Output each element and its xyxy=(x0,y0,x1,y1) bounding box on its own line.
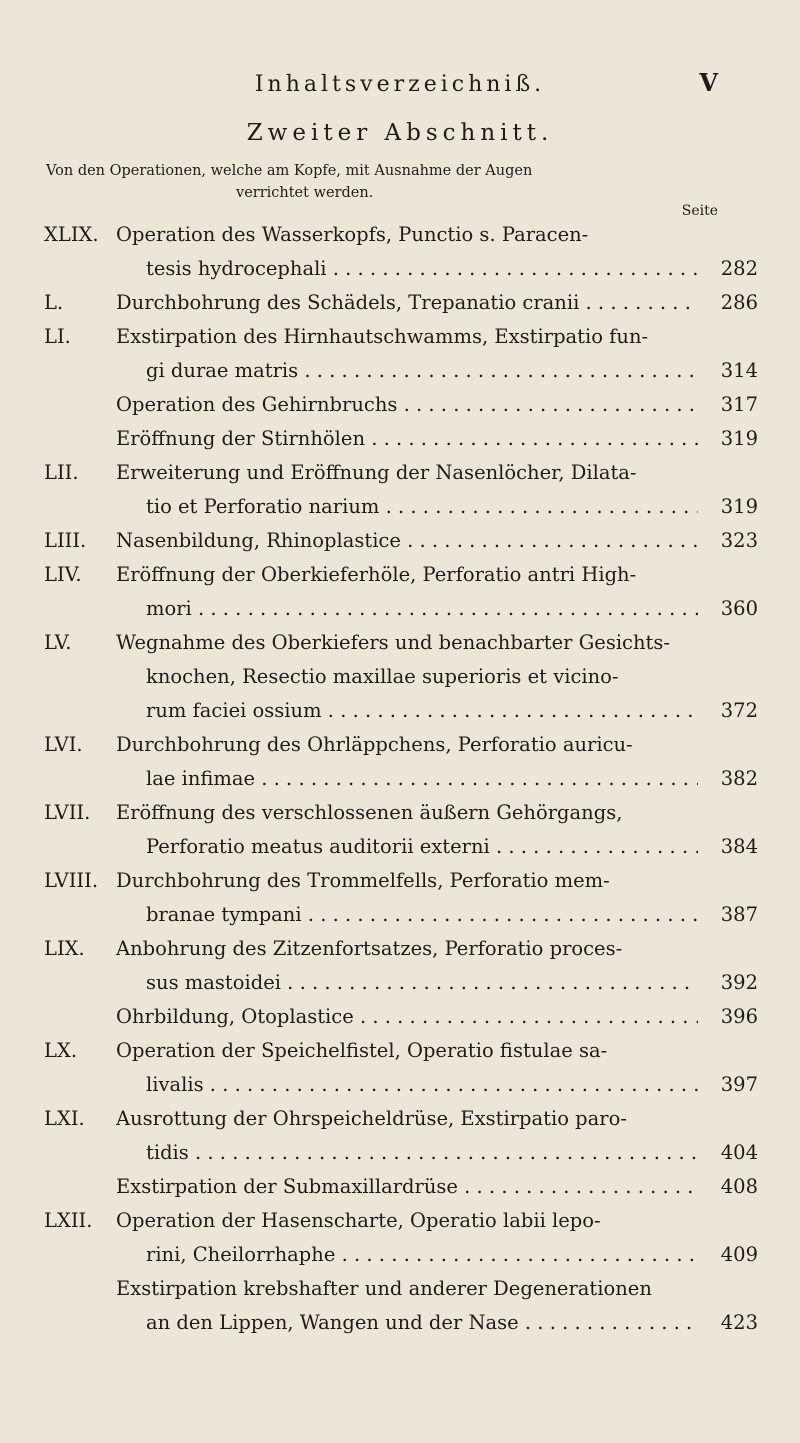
entry-title xyxy=(116,1000,698,1034)
entry-title-line: sus mastoidei . . . xyxy=(116,966,698,1000)
toc-entry xyxy=(44,286,758,320)
entry-number: LX. xyxy=(44,1039,78,1062)
entry-title-line: Operation des Wasserkopfs, Punctio s. Paracen- xyxy=(116,223,589,246)
page-numeral: V xyxy=(699,68,718,97)
entry-title-line: rini, Cheilorrhaphe . . . xyxy=(116,1238,698,1272)
entry-title-line: Durchbohrung des Trommelfells, Perforatio mem- xyxy=(116,869,610,892)
section-intro xyxy=(46,160,756,204)
entry-page-number: 382 xyxy=(720,767,758,790)
entry-number: LV. xyxy=(44,631,72,654)
entry-number: L. xyxy=(44,291,64,314)
entry-page-number: 317 xyxy=(720,393,758,416)
entry-page-number: 372 xyxy=(720,699,758,722)
toc-entry xyxy=(44,1034,758,1102)
entry-title-line: Wegnahme des Oberkiefers und benachbarter Gesichts- xyxy=(116,631,670,654)
entry-title-line: Exstirpation des Hirnhautschwamms, Exstirpatio fun- xyxy=(116,325,649,348)
entry-title-line: tio et Perforatio narium . . . xyxy=(116,490,698,524)
entry-title xyxy=(116,1272,698,1340)
toc-entry xyxy=(44,456,758,524)
toc-entry xyxy=(44,728,758,796)
entry-title-line: Exstirpation krebshafter und anderer Degenerationen xyxy=(116,1277,652,1300)
toc-entry xyxy=(44,524,758,558)
toc-entry xyxy=(44,796,758,864)
entry-title xyxy=(116,456,698,524)
entry-number: LXI. xyxy=(44,1107,85,1130)
toc-entry xyxy=(44,626,758,728)
toc-entry xyxy=(44,558,758,626)
entry-title xyxy=(116,1034,698,1102)
toc-entry xyxy=(44,1000,758,1034)
toc-entry xyxy=(44,1102,758,1170)
entry-title xyxy=(116,422,698,456)
section-title: Zweiter Abschnitt. xyxy=(246,120,554,146)
toc-entries xyxy=(44,218,758,1340)
intro-line: Von den Operationen, welche am Kopfe, mit Ausnahme der Augen xyxy=(46,163,533,179)
entry-title xyxy=(116,558,698,626)
entry-page-number: 408 xyxy=(720,1175,758,1198)
entry-title xyxy=(116,864,698,932)
intro-line: verrichtet werden. xyxy=(236,185,374,201)
toc-entry xyxy=(44,218,758,286)
entry-page-number: 319 xyxy=(720,427,758,450)
entry-number: LVI. xyxy=(44,733,83,756)
entry-page-number: 387 xyxy=(720,903,758,926)
entry-title xyxy=(116,728,698,796)
entry-title-line: Ohrbildung, Otoplastice . . . xyxy=(116,1000,698,1034)
entry-title-line: rum faciei ossium . . . xyxy=(116,694,698,728)
entry-title-line: Eröffnung der Oberkieferhöle, Perforatio antri High- xyxy=(116,563,637,586)
entry-title-line: branae tympani . . . xyxy=(116,898,698,932)
entry-title xyxy=(116,218,698,286)
entry-page-number: 423 xyxy=(720,1311,758,1334)
entry-title-line: gi durae matris . . . xyxy=(116,354,698,388)
entry-title-line: Anbohrung des Zitzenfortsatzes, Perforatio proces- xyxy=(116,937,623,960)
entry-page-number: 397 xyxy=(720,1073,758,1096)
entry-page-number: 323 xyxy=(720,529,758,552)
toc-entry xyxy=(44,1204,758,1272)
entry-title xyxy=(116,1170,698,1204)
toc-entry xyxy=(44,1272,758,1340)
entry-title-line: Durchbohrung des Schädels, Trepanatio cranii . . . xyxy=(116,286,698,320)
entry-title-line: livalis . . . xyxy=(116,1068,698,1102)
toc-entry xyxy=(44,864,758,932)
entry-title xyxy=(116,320,698,388)
entry-number: LIII. xyxy=(44,529,87,552)
entry-title-line: Operation der Speichelfistel, Operatio fistulae sa- xyxy=(116,1039,608,1062)
entry-page-number: 282 xyxy=(720,257,758,280)
entry-title-line: Operation des Gehirnbruchs . . . xyxy=(116,388,698,422)
entry-title-line: Perforatio meatus auditorii externi . . . xyxy=(116,830,698,864)
running-title: Inhaltsverzeichniß. xyxy=(254,72,546,97)
entry-title-line: Operation der Hasenscharte, Operatio labii lepo- xyxy=(116,1209,601,1232)
entry-page-number: 286 xyxy=(720,291,758,314)
toc-entry xyxy=(44,320,758,388)
entry-title xyxy=(116,796,698,864)
entry-title xyxy=(116,286,698,320)
entry-title-line: Eröffnung des verschlossenen äußern Gehörgangs, xyxy=(116,801,623,824)
entry-number: LVIII. xyxy=(44,869,99,892)
entry-title xyxy=(116,626,698,728)
entry-title-line: lae infimae . . . xyxy=(116,762,698,796)
entry-page-number: 409 xyxy=(720,1243,758,1266)
entry-page-number: 404 xyxy=(720,1141,758,1164)
entry-page-number: 384 xyxy=(720,835,758,858)
entry-page-number: 319 xyxy=(720,495,758,518)
entry-number: LIX. xyxy=(44,937,85,960)
entry-title xyxy=(116,932,698,1000)
entry-page-number: 396 xyxy=(720,1005,758,1028)
entry-title xyxy=(116,1204,698,1272)
entry-title-line: Eröffnung der Stirnhölen . . . xyxy=(116,422,698,456)
entry-title-line: Erweiterung und Eröffnung der Nasenlöcher, Dilata- xyxy=(116,461,637,484)
toc-entry xyxy=(44,1170,758,1204)
entry-title-line: tidis . . . xyxy=(116,1136,698,1170)
entry-title-line: knochen, Resectio maxillae superioris et vicino- xyxy=(146,665,619,688)
entry-page-number: 360 xyxy=(720,597,758,620)
entry-number: LI. xyxy=(44,325,71,348)
toc-entry xyxy=(44,422,758,456)
entry-number: LVII. xyxy=(44,801,91,824)
entry-title-line: Nasenbildung, Rhinoplastice . . . xyxy=(116,524,698,558)
entry-number: LXII. xyxy=(44,1209,93,1232)
entry-title-line: mori . . . xyxy=(116,592,698,626)
entry-title-line: an den Lippen, Wangen und der Nase . . . xyxy=(116,1306,698,1340)
entry-page-number: 314 xyxy=(720,359,758,382)
entry-title xyxy=(116,388,698,422)
entry-title xyxy=(116,1102,698,1170)
page-column-label: Seite xyxy=(681,203,718,219)
toc-entry xyxy=(44,388,758,422)
entry-title-line: Exstirpation der Submaxillardrüse . . . xyxy=(116,1170,698,1204)
entry-title-line: Durchbohrung des Ohrläppchens, Perforatio auricu- xyxy=(116,733,633,756)
entry-page-number: 392 xyxy=(720,971,758,994)
entry-number: LII. xyxy=(44,461,79,484)
entry-title-line: Ausrottung der Ohrspeicheldrüse, Exstirpatio paro- xyxy=(116,1107,627,1130)
entry-number: XLIX. xyxy=(44,223,99,246)
entry-title-line: tesis hydrocephali . . . xyxy=(116,252,698,286)
toc-entry xyxy=(44,932,758,1000)
entry-number: LIV. xyxy=(44,563,82,586)
entry-title xyxy=(116,524,698,558)
